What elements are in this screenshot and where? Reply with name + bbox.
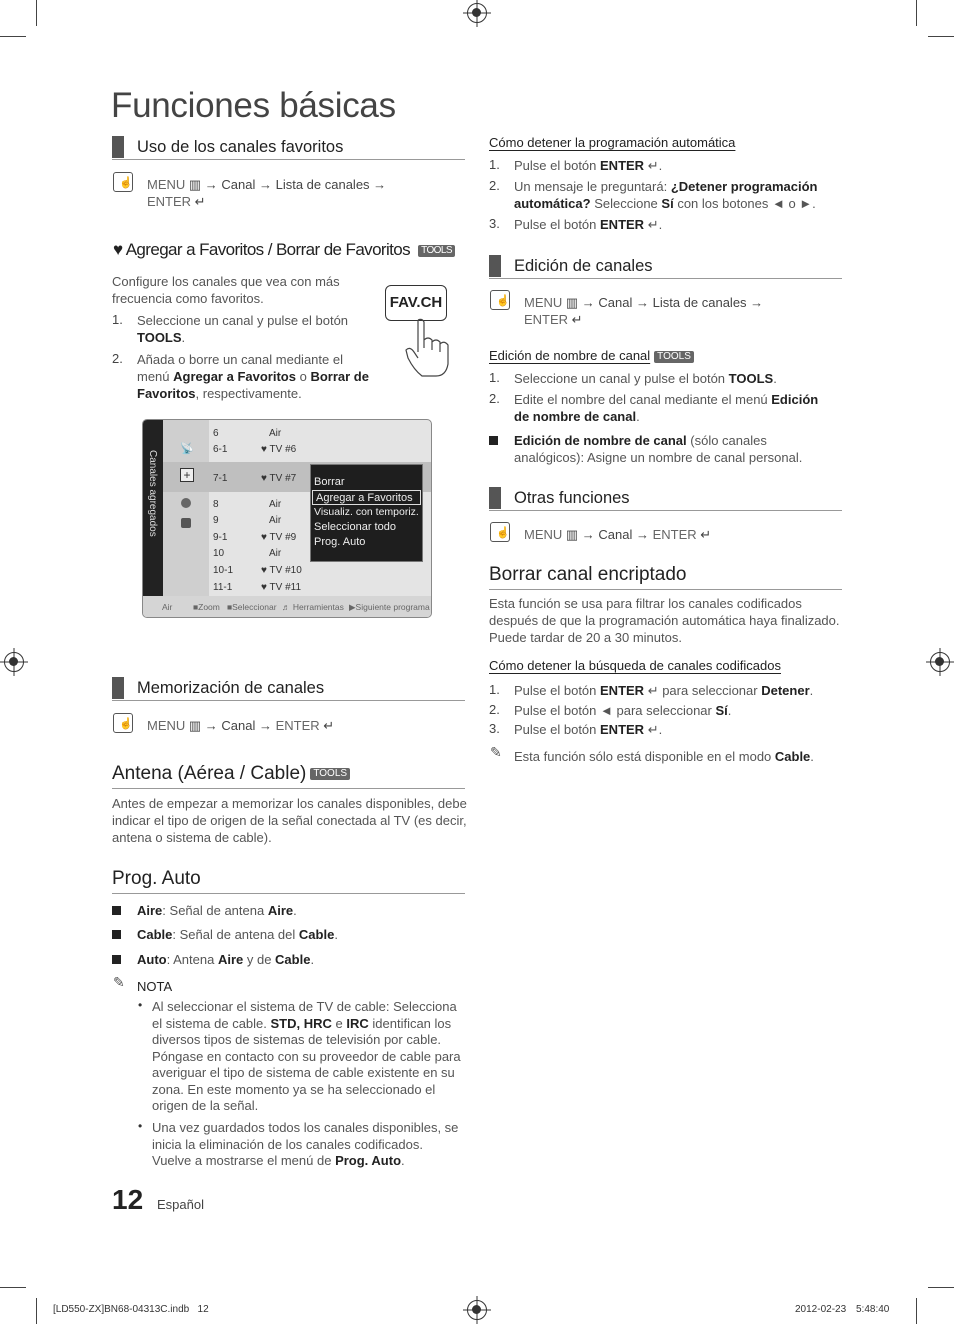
bullet-dot: •: [138, 998, 143, 1012]
step-text: Pulse el botón ENTER ↵.: [514, 158, 663, 173]
bullet-dot: •: [138, 1119, 143, 1133]
hand-pointer-icon: [400, 318, 460, 378]
osd-footer: Air ■Zoom ■Seleccionar ♬ Herramientas ▶Siguiente programa: [143, 596, 432, 618]
edit-name-title: Edición de nombre de canal TOOLS: [489, 348, 694, 363]
section-header-favoritos: Uso de los canales favoritos: [112, 136, 465, 160]
bullet-icon: [112, 955, 121, 964]
hand-icon: ☝: [113, 713, 133, 733]
cable-note: Esta función sólo está disponible en el modo Cable.: [514, 749, 814, 764]
crop-mark: [0, 1287, 26, 1288]
crop-mark: [0, 36, 26, 37]
menu-item[interactable]: Visualiz. con temporiz.: [314, 506, 419, 518]
prog-item: Cable: Señal de antena del Cable.: [137, 927, 338, 942]
bullet-icon: [112, 906, 121, 915]
step-text: Seleccione un canal y pulse el botón TOOLS.: [514, 371, 777, 386]
borrar-text: Esta función se usa para filtrar los canales codificados después de que la programación automática haya finalizado. Puede tardar de 20 a 30 minutos.: [489, 596, 840, 645]
heart-icon: ♥: [113, 240, 123, 259]
menu-item-selected[interactable]: Agregar a Favoritos: [312, 490, 421, 505]
heading-borrar: Borrar canal encriptado: [489, 564, 842, 590]
tools-badge: TOOLS: [310, 768, 350, 780]
page-title: Funciones básicas: [111, 86, 396, 125]
step-text: Pulse el botón ◄ para seleccionar Sí.: [514, 703, 732, 718]
nota-1: Al seleccionar el sistema de TV de cable: Selecciona el sistema de cable. STD, HRC e IRC identifican los diversos tipos de sistemas de televisión por cable. Póngase en contacto con su proveedor de cable para averiguar el tipo de sistema de cable existente en su zona. En este momento ya se ha seleccionado el origen de la señal.: [152, 999, 461, 1113]
crop-mark: [928, 36, 954, 37]
file-info: [LD550-ZX]BN68-04313C.indb 12: [53, 1304, 209, 1315]
tools-badge: TOOLS: [418, 245, 455, 257]
menu-path: MENU ▥ → Canal → ENTER ↵: [524, 527, 712, 542]
prog-item: Aire: Señal de antena Aire.: [137, 903, 297, 918]
stop-title: Cómo detener la programación automática: [489, 135, 736, 150]
nota-2: Una vez guardados todos los canales disponibles, se inicia la eliminación de los canales codificados. Vuelve a mostrarse el menú de Prog. Auto.: [152, 1120, 459, 1168]
language: Español: [157, 1197, 204, 1212]
step-text: Edite el nombre del canal mediante el menú Edición de nombre de canal.: [514, 392, 819, 424]
menu-item[interactable]: Borrar: [314, 476, 345, 488]
tools-popup-menu[interactable]: [310, 464, 423, 562]
page-number: 12: [112, 1184, 144, 1215]
heart-icon: [181, 498, 191, 508]
pencil-icon: ✎: [490, 744, 502, 760]
crop-mark: [916, 1298, 917, 1324]
registration-mark-icon: [4, 652, 24, 672]
subsection-title: ♥ Agregar a Favoritos / Borrar de Favoritos TOOLS: [113, 240, 455, 260]
step-text: Pulse el botón ENTER ↵ para seleccionar Detener.: [514, 683, 814, 698]
add-icon: +: [180, 468, 194, 482]
crop-mark: [916, 0, 917, 26]
det-title: Cómo detener la búsqueda de canales codificados: [489, 658, 781, 673]
step-text: Pulse el botón ENTER ↵.: [514, 722, 663, 737]
registration-mark-icon: [467, 1300, 487, 1320]
hand-icon: ☝: [490, 522, 510, 542]
hand-icon: ☝: [113, 172, 133, 192]
registration-mark-icon: [930, 652, 950, 672]
menu-item[interactable]: Prog. Auto: [314, 536, 366, 548]
section-header-otras: Otras funciones: [489, 487, 842, 511]
heading-prog-auto: Prog. Auto: [112, 868, 465, 894]
section-header-memorizacion: Memorización de canales: [112, 677, 465, 701]
step-text: Un mensaje le preguntará: ¿Detener programación automática? Seleccione Sí con los botones ◄ o ►.: [514, 179, 818, 211]
bullet-icon: [489, 436, 498, 445]
fav-ch-button-illustration: FAV.CH: [385, 285, 447, 321]
step-text: Pulse el botón ENTER ↵.: [514, 217, 663, 232]
section-header-edicion: Edición de canales: [489, 255, 842, 279]
lock-icon: [181, 518, 191, 528]
pencil-icon: ✎: [113, 974, 125, 990]
print-time: 5:48:40: [856, 1304, 890, 1315]
registration-mark-icon: [467, 3, 487, 23]
menu-path: MENU ▥ → Canal → Lista de canales → ENTER ↵: [147, 177, 387, 209]
bullet-icon: [112, 930, 121, 939]
fav-intro: Configure los canales que vea con más frecuencia como favoritos.: [112, 274, 340, 306]
tools-badge: TOOLS: [654, 351, 694, 363]
crop-mark: [36, 1298, 37, 1324]
crop-mark: [36, 0, 37, 26]
edit-bullet: Edición de nombre de canal (sólo canales analógicos): Asigne un nombre de canal personal.: [514, 433, 803, 465]
print-date: 2012-02-23: [795, 1304, 847, 1315]
channel-list-screen: Canales agregados 📡 + 6 Air 6-1 ♥ TV #6 7-1 ♥ TV #7 8 Air 9 Air 9-1 ♥ TV #9 10 Air 10-1 ♥ TV #10 11-1 ♥ TV #11 Borrar Agregar a Favoritos Visualiz. con temporiz. Seleccionar todo Prog. Auto Air ■Zoom ■Seleccionar ♬ Herramientas ▶Siguiente programa: [142, 419, 432, 618]
menu-path: MENU ▥ → Canal → ENTER ↵: [147, 718, 335, 733]
crop-mark: [928, 1287, 954, 1288]
antena-text: Antes de empezar a memorizar los canales disponibles, debe indicar el tipo de origen de la señal conectada al TV (es decir, antena o sistema de cable).: [112, 796, 467, 845]
hand-icon: ☝: [490, 290, 510, 310]
menu-path: MENU ▥ → Canal → Lista de canales → ENTER ↵: [524, 295, 764, 327]
prog-item: Auto: Antena Aire y de Cable.: [137, 952, 315, 967]
antenna-icon: 📡: [180, 443, 194, 455]
nota-label: NOTA: [137, 979, 173, 994]
step-text: Añada o borre un canal mediante el menú Agregar a Favoritos o Borrar de Favoritos, respectivamente.: [137, 352, 369, 401]
menu-item[interactable]: Seleccionar todo: [314, 521, 396, 533]
heading-antena: Antena (Aérea / Cable) TOOLS: [112, 763, 465, 789]
step-text: Seleccione un canal y pulse el botón TOOLS.: [137, 313, 349, 345]
